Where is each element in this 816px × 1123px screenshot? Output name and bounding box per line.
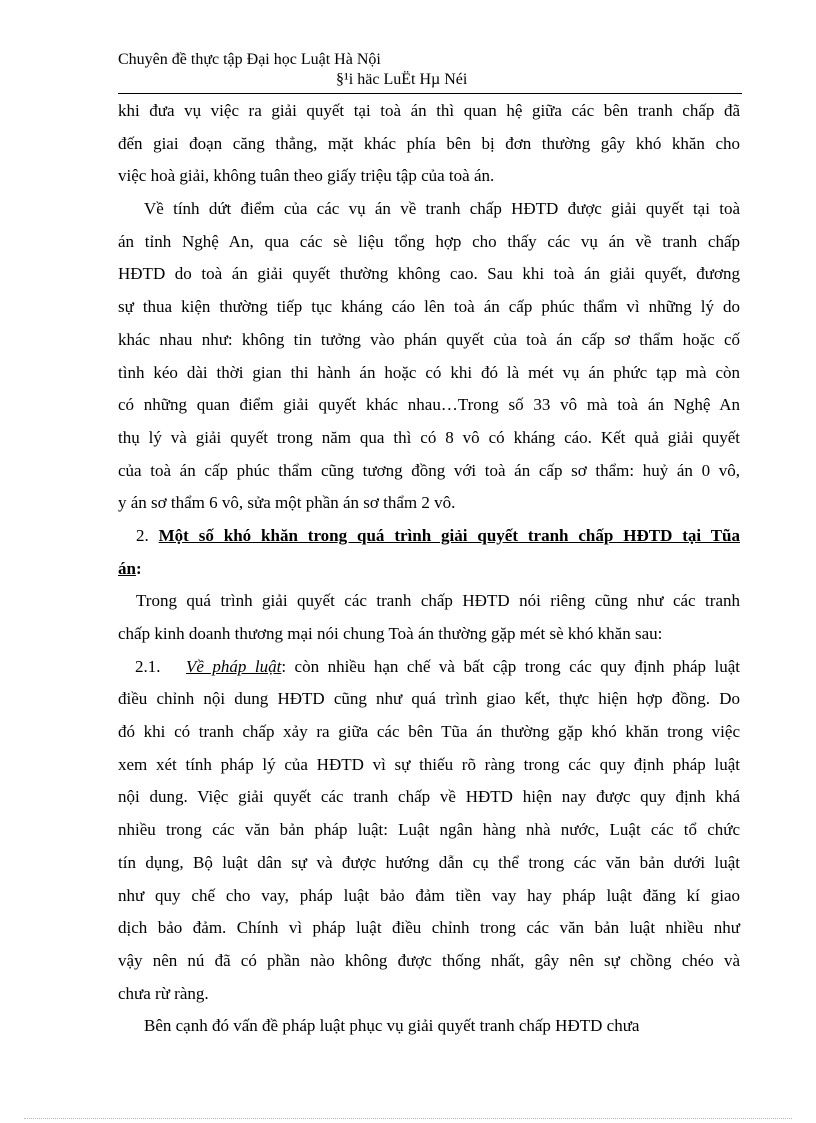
- subsection-label: Về pháp luật: [185, 656, 282, 676]
- text-line: Bên cạnh đó vấn đề pháp luật phục vụ giải quyết tranh chấp HĐTD chưa: [144, 1016, 640, 1036]
- text-line: án tỉnh Nghệ An, qua các sè liệu tổng hợp cho thấy các vụ án về tranh chấp: [118, 231, 740, 251]
- text-line: HĐTD do toà án giải quyết thường không cao. Sau khi toà án giải quyết, đương: [118, 264, 740, 284]
- text-line: tín dụng, Bộ luật dân sự và được hướng dẫn cụ thể trong các văn bản dưới luật: [118, 852, 740, 872]
- heading-number: 2.: [136, 525, 149, 545]
- subsection-line: [118, 651, 740, 684]
- text-line: đến giai đoạn căng thẳng, mặt khác phía bên bị đơn thường gây khó khăn cho: [118, 133, 740, 153]
- text-line: nội dung. Việc giải quyết các tranh chấp về HĐTD hiện nay được quy định khá: [118, 787, 740, 807]
- text-line: có những quan điểm giải quyết khác nhau…Trong số 33 vô mà toà án Nghệ An: [118, 395, 740, 415]
- text-line: khác nhau như: không tin tưởng vào phán quyết của toà án cấp sơ thẩm hoặc cố: [118, 329, 740, 349]
- header-subtitle: §¹i häc LuËt Hµ Néi: [336, 71, 468, 88]
- subsection-text: : còn nhiều hạn chế và bất cập trong các quy định pháp luật: [281, 656, 741, 676]
- heading-text: Một số khó khăn trong quá trình giải quyết tranh chấp HĐTD tại Tũa: [158, 525, 740, 545]
- subsection-number: 2.1.: [135, 656, 161, 676]
- text-line: vậy nên nú đã có phần nào không được thống nhất, gây nên sự chồng chéo và: [118, 950, 740, 970]
- text-line: tình kéo dài thời gian thi hành án hoặc có khi đó là mét vụ án phức tạp mà còn: [118, 362, 740, 382]
- text-line: chưa rừ ràng.: [118, 983, 209, 1003]
- text-line: xem xét tính pháp lý của HĐTD vì sự thiếu rõ ràng trong các quy định pháp luật: [118, 754, 740, 774]
- header-title: Chuyên đề thực tập Đại học Luật Hà Nội: [118, 51, 381, 68]
- text-line: Trong quá trình giải quyết các tranh chấp HĐTD nói riêng cũng như các tranh: [136, 591, 740, 611]
- text-line: Về tính dứt điểm của các vụ án về tranh chấp HĐTD được giải quyết tại toà: [144, 199, 740, 219]
- section-heading-cont: [118, 553, 740, 586]
- heading-colon: :: [135, 558, 142, 578]
- section-heading: [118, 520, 740, 553]
- document-body: [118, 95, 740, 1043]
- text-line: khi đưa vụ việc ra giải quyết tại toà án thì quan hệ giữa các bên tranh chấp đã: [118, 101, 740, 120]
- text-line: nhiều trong các văn bản pháp luật: Luật ngân hàng nhà nước, Luật các tổ chức: [118, 820, 740, 840]
- text-line: đó khi có tranh chấp xảy ra giữa các bên Tũa án thường gặp khó khăn trong việc: [118, 722, 740, 742]
- page-bottom-divider: [24, 1118, 792, 1119]
- header-divider: [118, 93, 742, 94]
- text-line: việc hoà giải, không tuân theo giấy triệu tập của toà án.: [118, 166, 495, 186]
- text-line: điều chỉnh nội dung HĐTD cũng như quá trình giao kết, thực hiện hợp đồng. Do: [118, 689, 740, 709]
- text-line: của toà án cấp phúc thẩm cũng tương đồng với toà án cấp sơ thẩm: huỷ án 0 vô,: [118, 460, 740, 480]
- text-line: y án sơ thẩm 6 vô, sửa một phần án sơ thẩm 2 vô.: [118, 493, 456, 513]
- heading-text-cont: án: [118, 558, 136, 578]
- text-line: như quy chế cho vay, pháp luật bảo đảm tiền vay hay pháp luật đăng kí giao: [118, 885, 740, 905]
- text-line: sự thua kiện thường tiếp tục kháng cáo lên toà án cấp phúc thẩm vì những lý do: [118, 297, 740, 317]
- page-header: [118, 50, 742, 90]
- text-line: thụ lý và giải quyết trong năm qua thì có 8 vô có kháng cáo. Kết quả giải quyết: [118, 427, 740, 447]
- text-line: dịch bảo đảm. Chính vì pháp luật điều chỉnh trong các văn bản luật nhiều như: [118, 918, 740, 938]
- text-line: chấp kinh doanh thương mại nói chung Toà án thường gặp mét sè khó khăn sau:: [118, 624, 663, 643]
